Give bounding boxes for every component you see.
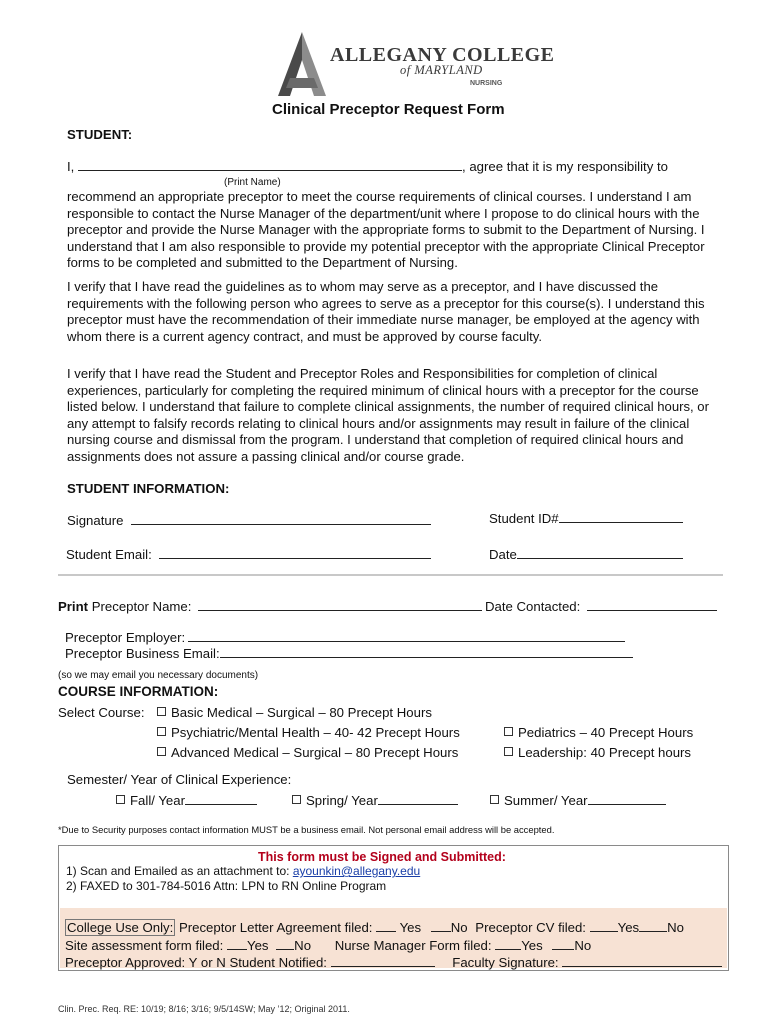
checkbox-summer[interactable] (490, 795, 499, 804)
course-option-psych[interactable] (157, 725, 460, 742)
yes-label: Yes (521, 938, 543, 953)
approved-label: Preceptor Approved: Y or N Student Notified: (65, 955, 331, 970)
site-no-field[interactable] (276, 937, 294, 950)
course-option-basic-med-surg[interactable] (157, 705, 432, 722)
form-title: Clinical Preceptor Request Form (272, 101, 505, 118)
spring-year-field[interactable] (378, 792, 458, 805)
no-label: No (667, 920, 685, 935)
student-name-field[interactable] (78, 158, 462, 171)
section-divider (58, 574, 723, 576)
course-option-advanced-med-surg[interactable] (157, 745, 458, 762)
select-course-label: Select Course: (58, 705, 145, 720)
semester-spring[interactable] (292, 792, 458, 810)
letter-agreement-label: Preceptor Letter Agreement filed: (175, 920, 377, 935)
signature-row (67, 512, 431, 530)
site-yes-field[interactable] (227, 937, 247, 950)
no-label: No (574, 938, 592, 953)
student-notified-field[interactable] (331, 954, 435, 967)
student-email-field[interactable] (159, 546, 431, 559)
date-row (489, 546, 683, 564)
student-id-field[interactable] (559, 510, 683, 523)
print-word: Print (58, 599, 89, 614)
college-name: ALLEGANY COLLEGE (330, 44, 555, 66)
preceptor-name-row (58, 598, 482, 616)
faculty-signature-label: Faculty Signature: (452, 955, 563, 970)
semester-fall[interactable] (116, 792, 257, 810)
print-name-label: (Print Name) (224, 177, 281, 188)
college-logo-mark-icon (276, 30, 328, 98)
fall-year-field[interactable] (185, 792, 257, 805)
course-option-label: Advanced Medical – Surgical – 80 Precept Hours (171, 745, 459, 760)
preceptor-business-email-label: Preceptor Business Email: (65, 646, 220, 661)
signature-label: Signature (67, 513, 124, 528)
preceptor-name-label: Preceptor Name: (88, 599, 192, 614)
signature-field[interactable] (131, 512, 431, 525)
cv-label: Preceptor CV filed: (475, 920, 590, 935)
submission-line-email (66, 864, 420, 878)
student-info-heading: STUDENT INFORMATION: (67, 481, 230, 496)
submission-line-fax: 2) FAXED to 301-784-5016 Attn: LPN to RN Online Program (66, 879, 387, 893)
no-label: No (294, 938, 312, 953)
student-email-label: Student Email: (66, 547, 152, 562)
department-name: NURSING (470, 80, 503, 87)
course-option-label: Basic Medical – Surgical – 80 Precept Hours (171, 705, 432, 720)
semester-spring-label: Spring/ Year (306, 793, 378, 808)
checkbox-leadership[interactable] (504, 747, 513, 756)
letter-yes-field[interactable] (376, 919, 396, 932)
checkbox-psych[interactable] (157, 727, 166, 736)
date-contacted-row (485, 598, 717, 616)
paragraph-guidelines: I verify that I have read the guidelines as to whom may serve as a preceptor, and I have discussed the requirements with the following person who agrees to serve as a preceptor for this course(s). I understand this preceptor must have the recommendation of their immediate nurse manager, be employed at the agency with whom there is a current agency contract, and must be approved by course faculty. (67, 279, 705, 344)
footer-revision: Clin. Prec. Req. RE: 10/19; 8/16; 3/16; 9/5/14SW; May ’12; Original 2011. (58, 1004, 350, 1014)
college-use-row-1 (65, 919, 684, 937)
college-subname: of MARYLAND (400, 63, 483, 77)
i-label: I, (67, 159, 75, 174)
date-label: Date (489, 547, 517, 562)
semester-summer[interactable] (490, 792, 666, 810)
student-heading: STUDENT: (67, 127, 133, 142)
student-id-label: Student ID# (489, 511, 559, 526)
paragraph-responsibility: recommend an appropriate preceptor to meet the course requirements of clinical courses. I understand I am responsible to contact the Nurse Manager of the department/unit where I propose to do clinical hours with the preceptor and provide the Nurse Manager with the appropriate forms to submit to the Department of Nursing. I understand that I am also responsible to provide my potential preceptor with the appropriate Clinical Preceptor forms to be completed and submitted to the Department of Nursing. (67, 189, 705, 271)
preceptor-name-field[interactable] (198, 598, 482, 611)
student-name-line (67, 158, 668, 176)
yes-label: Yes (399, 920, 422, 935)
student-id-row (489, 510, 683, 528)
semester-summer-label: Summer/ Year (504, 793, 588, 808)
checkbox-advanced-med-surg[interactable] (157, 747, 166, 756)
checkbox-basic-med-surg[interactable] (157, 707, 166, 716)
college-use-row-2 (65, 937, 591, 955)
nm-yes-field[interactable] (495, 937, 521, 950)
course-info-heading: COURSE INFORMATION: (58, 684, 219, 699)
site-assessment-label: Site assessment form filed: (65, 938, 227, 953)
preceptor-employer-row (65, 629, 625, 647)
preceptor-business-email-row (65, 645, 633, 663)
course-option-label: Psychiatric/Mental Health – 40- 42 Precept Hours (171, 725, 460, 740)
submission-email-link[interactable]: ayounkin@allegany.edu (292, 864, 421, 878)
no-label: No (450, 920, 468, 935)
checkbox-fall[interactable] (116, 795, 125, 804)
security-note: *Due to Security purposes contact information MUST be a business email. Not personal email address will be accepted. (58, 824, 555, 835)
preceptor-business-email-field[interactable] (220, 645, 633, 658)
date-contacted-label: Date Contacted: (485, 599, 581, 614)
college-use-row-3 (65, 954, 722, 972)
yes-label: Yes (246, 938, 269, 953)
date-contacted-field[interactable] (587, 598, 717, 611)
nm-no-field[interactable] (552, 937, 574, 950)
email-note: (so we may email you necessary documents) (58, 670, 259, 681)
course-option-leadership[interactable] (504, 745, 691, 762)
course-option-label: Leadership: 40 Precept hours (518, 745, 692, 760)
submission-title: This form must be Signed and Submitted: (258, 850, 506, 864)
paragraph-roles: I verify that I have read the Student and Preceptor Roles and Responsibilities for completion of clinical experiences, particularly for completing the required minimum of clinical hours with a preceptor for the course listed below. I understand that failure to complete clinical assignments, the number of required clinical hours, or any attempt to falsify records relating to clinical hours and/or assignments may result in failure of the clinical nursing course and dismissal from the program. I understand that completion of required clinical hours and assignments does not assure a passing clinical and/or course grade. (67, 366, 709, 464)
semester-label: Semester/ Year of Clinical Experience: (67, 772, 292, 787)
nurse-manager-form-label: Nurse Manager Form filed: (334, 938, 496, 953)
course-option-label: Pediatrics – 40 Precept Hours (518, 725, 694, 740)
course-option-pediatrics[interactable] (504, 725, 693, 742)
checkbox-pediatrics[interactable] (504, 727, 513, 736)
cv-yes-field[interactable] (590, 919, 618, 932)
semester-fall-label: Fall/ Year (130, 793, 185, 808)
cv-no-field[interactable] (639, 919, 667, 932)
submission-email-prefix: 1) Scan and Emailed as an attachment to: (66, 864, 293, 878)
preceptor-employer-field[interactable] (188, 629, 625, 642)
date-field[interactable] (517, 546, 683, 559)
letter-no-field[interactable] (431, 919, 451, 932)
agree-text: , agree that it is my responsibility to (462, 159, 668, 174)
student-email-row (66, 546, 431, 564)
faculty-signature-field[interactable] (562, 954, 722, 967)
summer-year-field[interactable] (588, 792, 666, 805)
yes-label: Yes (617, 920, 640, 935)
checkbox-spring[interactable] (292, 795, 301, 804)
preceptor-employer-label: Preceptor Employer: (65, 630, 186, 645)
college-use-label: College Use Only: (67, 920, 174, 935)
